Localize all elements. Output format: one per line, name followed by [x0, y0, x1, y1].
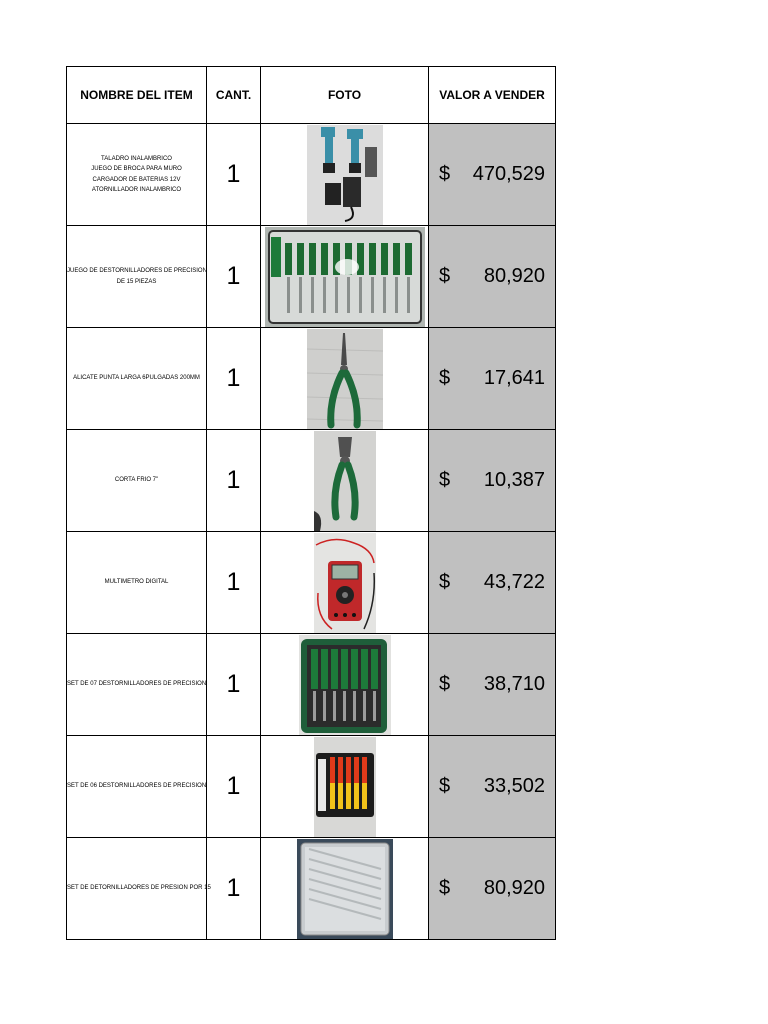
- long-nose-pliers-photo: [307, 329, 383, 429]
- item-qty: 1: [207, 328, 261, 430]
- item-photo-cell: [261, 328, 429, 430]
- item-name: CORTA FRIO 7": [67, 430, 207, 532]
- item-photo-cell: [261, 532, 429, 634]
- item-photo-cell: [261, 736, 429, 838]
- item-name: SET DE DETORNILLADORES DE PRESION POR 15: [67, 838, 207, 940]
- screwdriver-set-7-photo: [299, 635, 391, 735]
- item-qty: 1: [207, 736, 261, 838]
- header-qty: CANT.: [207, 67, 261, 124]
- item-value: 80,920: [483, 877, 545, 899]
- item-qty: 1: [207, 124, 261, 226]
- drill-kit-photo: [307, 125, 383, 225]
- item-value-cell: [429, 532, 556, 634]
- table-row: [67, 532, 556, 634]
- currency-symbol: $: [439, 163, 451, 185]
- item-name: TALADRO INALAMBRICO JUEGO DE BROCA PARA MURO CARGADOR DE BATERIAS 12V ATORNILLADOR INALAMBRICO: [67, 124, 207, 226]
- item-value-cell: [429, 124, 556, 226]
- item-name: MULTIMETRO DIGITAL: [67, 532, 207, 634]
- item-value-cell: [429, 634, 556, 736]
- item-value: 80,920: [483, 265, 545, 287]
- item-name: ALICATE PUNTA LARGA 6PULGADAS 200MM: [67, 328, 207, 430]
- table-row: [67, 736, 556, 838]
- header-name: NOMBRE DEL ITEM: [67, 67, 207, 124]
- item-value: 38,710: [483, 673, 545, 695]
- item-qty: 1: [207, 532, 261, 634]
- currency-symbol: $: [439, 775, 451, 797]
- screwdriver-box-photo: [297, 839, 393, 939]
- currency-symbol: $: [439, 367, 451, 389]
- item-value: 33,502: [483, 775, 545, 797]
- table-row: [67, 226, 556, 328]
- header-photo: FOTO: [261, 67, 429, 124]
- item-value: 10,387: [483, 469, 545, 491]
- item-value: 470,529: [472, 163, 545, 185]
- header-value: VALOR A VENDER: [429, 67, 556, 124]
- item-photo-cell: [261, 430, 429, 532]
- item-qty: 1: [207, 430, 261, 532]
- table-row: [67, 124, 556, 226]
- currency-symbol: $: [439, 265, 451, 287]
- table-row: [67, 328, 556, 430]
- currency-symbol: $: [439, 571, 451, 593]
- table-row: [67, 634, 556, 736]
- diagonal-cutter-photo: [314, 431, 376, 531]
- screwdriver-set-6-photo: [314, 737, 376, 837]
- item-photo-cell: [261, 226, 429, 328]
- header-row: [67, 67, 556, 124]
- table-row: [67, 430, 556, 532]
- currency-symbol: $: [439, 877, 451, 899]
- screwdriver-case-photo: [265, 227, 425, 327]
- item-value-cell: [429, 226, 556, 328]
- item-photo-cell: [261, 838, 429, 940]
- item-name: SET DE 06 DESTORNILLADORES DE PRECISION: [67, 736, 207, 838]
- multimeter-photo: [314, 533, 376, 633]
- currency-symbol: $: [439, 469, 451, 491]
- inventory-table: [66, 66, 556, 940]
- item-name: SET DE 07 DESTORNILLADORES DE PRECISION: [67, 634, 207, 736]
- item-value-cell: [429, 430, 556, 532]
- item-value-cell: [429, 736, 556, 838]
- item-photo-cell: [261, 634, 429, 736]
- item-name: JUEGO DE DESTORNILLADORES DE PRECISION DE 15 PIEZAS: [67, 226, 207, 328]
- item-photo-cell: [261, 124, 429, 226]
- item-value-cell: [429, 838, 556, 940]
- item-qty: 1: [207, 226, 261, 328]
- currency-symbol: $: [439, 673, 451, 695]
- item-value: 17,641: [483, 367, 545, 389]
- item-value-cell: [429, 328, 556, 430]
- item-qty: 1: [207, 634, 261, 736]
- table-row: [67, 838, 556, 940]
- item-qty: 1: [207, 838, 261, 940]
- item-value: 43,722: [483, 571, 545, 593]
